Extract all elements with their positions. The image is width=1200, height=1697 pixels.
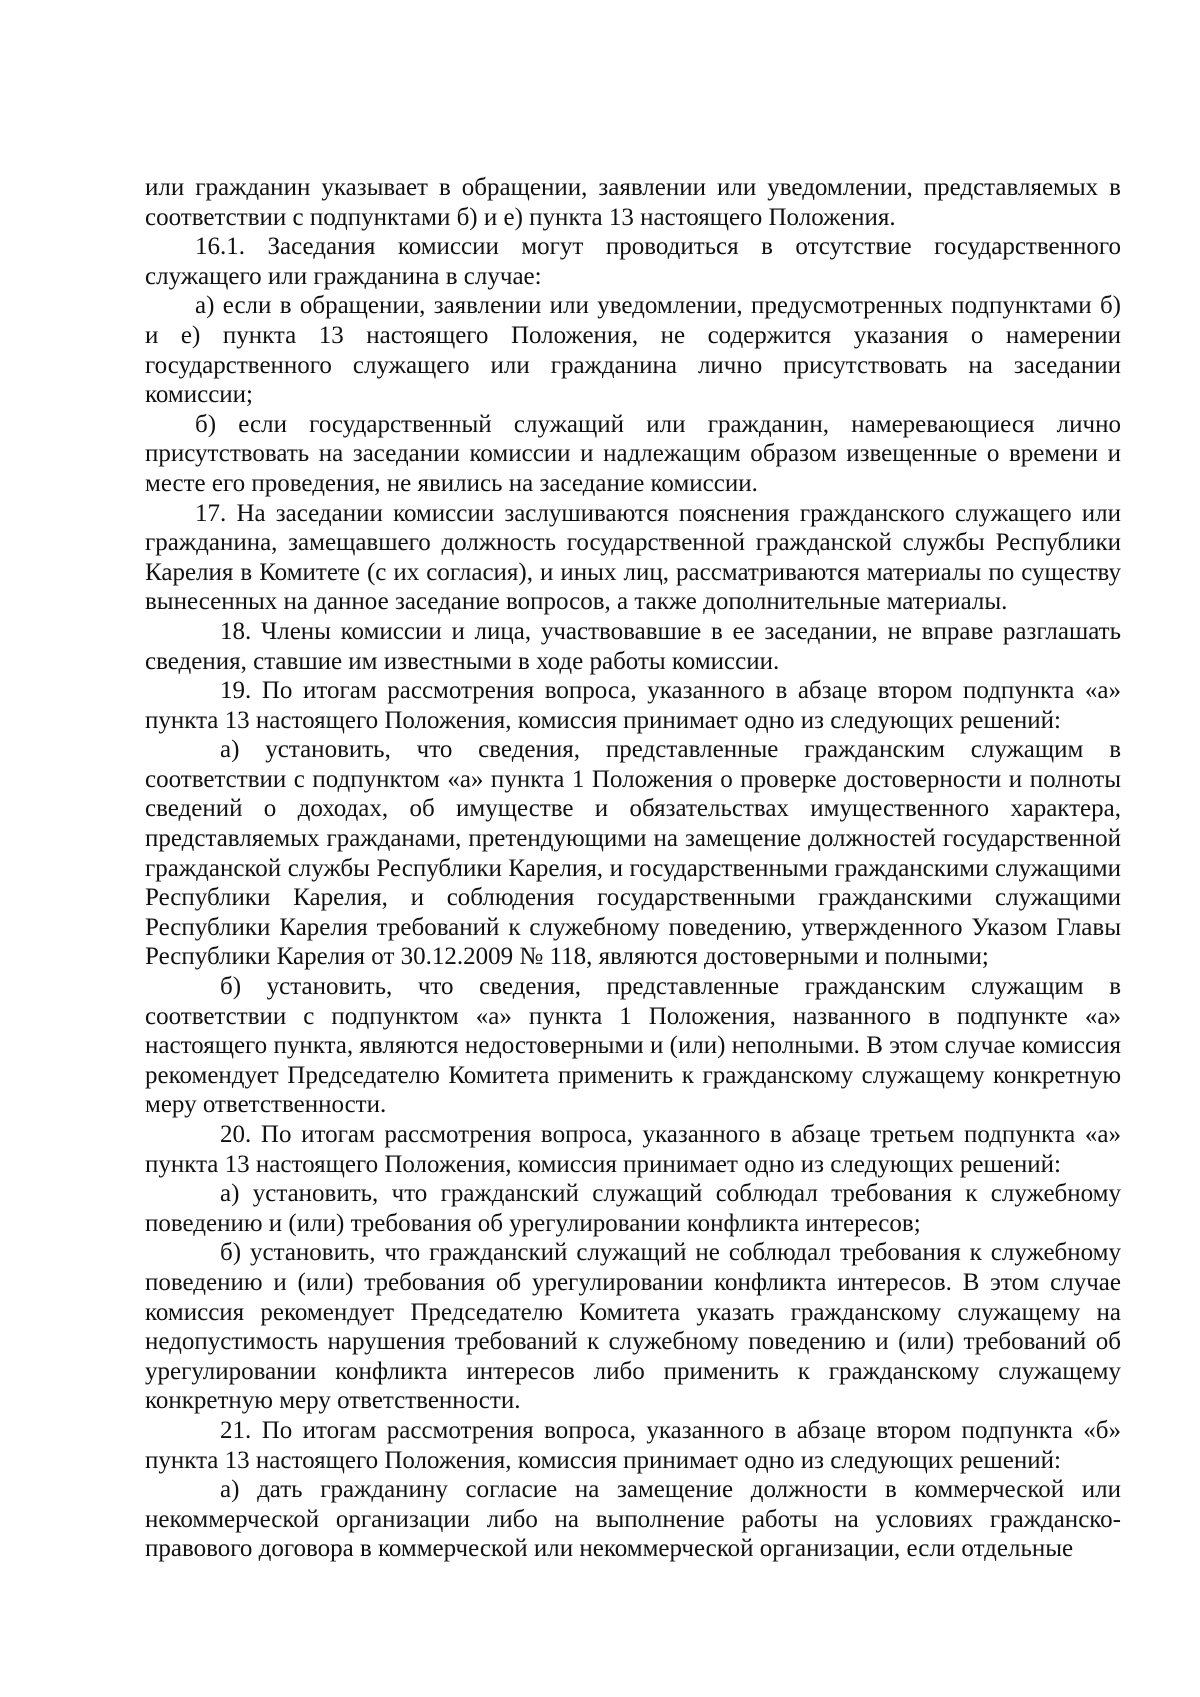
paragraph-21-a: а) дать гражданину согласие на замещение должности в коммерческой или некоммерческой организации либо на выполнение работы на условиях гражданско-правового договора в коммерческой или некоммерческой организации, если отдельные <box>145 1476 1121 1563</box>
paragraph-20-b: б) установить, что гражданский служащий не соблюдал требования к служебному поведению и (или) требования об урегулировании конфликта интересов. В этом случае комиссия рекомендует Председателю Комитета указать гражданскому служащему на недопустимость нарушения требований к служебному поведению и (или) требований об урегулировании конфликта интересов либо применить к гражданскому служащему конкретную меру ответственности. <box>145 1239 1121 1415</box>
document-body <box>145 173 1121 1564</box>
paragraph-19-a: а) установить, что сведения, представленные гражданским служащим в соответствии с подпунктом «а» пункта 1 Положения о проверке достоверности и полноты сведений о доходах, об имуществе и обязательствах имущественного характера, представляемых гражданами, претендующими на замещение должностей государственной гражданской службы Республики Карелия, и государственными гражданскими служащими Республики Карелия, и соблюдения государственными гражданскими служащими Республики Карелия требований к служебному поведению, утвержденного Указом Главы Республики Карелия от 30.12.2009 № 118, являются достоверными и полными; <box>145 736 1121 971</box>
paragraph-20-a: а) установить, что гражданский служащий соблюдал требования к служебному поведению и (или) требования об урегулировании конфликта интересов; <box>145 1180 1121 1237</box>
paragraph-16-1-a: а) если в обращении, заявлении или уведомлении, предусмотренных подпунктами б) и е) пункта 13 настоящего Положения, не содержится указания о намерении государственного служащего или гражданина лично присутствовать на заседании комиссии; <box>145 292 1121 409</box>
paragraph-19: 19. По итогам рассмотрения вопроса, указанного в абзаце втором подпункта «а» пункта 13 настоящего Положения, комиссия принимает одно из следующих решений: <box>145 677 1121 734</box>
paragraph-18: 18. Члены комиссии и лица, участвовавшие в ее заседании, не вправе разглашать сведения, ставшие им известными в ходе работы комиссии. <box>145 617 1121 675</box>
paragraph-16-1: 16.1. Заседания комиссии могут проводиться в отсутствие государственного служащего или гражданина в случае: <box>145 233 1121 290</box>
paragraph-16-1-b: б) если государственный служащий или гражданин, намеревающиеся лично присутствовать на заседании комиссии и надлежащим образом извещенные о времени и месте его проведения, не явились на заседание комиссии. <box>145 410 1121 497</box>
paragraph-continuation: или гражданин указывает в обращении, заявлении или уведомлении, представляемых в соответствии с подпунктами б) и е) пункта 13 настоящего Положения. <box>145 174 1121 231</box>
paragraph-21: 21. По итогам рассмотрения вопроса, указанного в абзаце втором подпункта «б» пункта 13 настоящего Положения, комиссия принимает одно из следующих решений: <box>145 1416 1121 1474</box>
paragraph-19-b: б) установить, что сведения, представленные гражданским служащим в соответствии с подпунктом «а» пункта 1 Положения, названного в подпункте «а» настоящего пункта, являются недостоверными и (или) неполными. В этом случае комиссия рекомендует Председателю Комитета применить к гражданскому служащему конкретную меру ответственности. <box>145 973 1121 1119</box>
paragraph-20: 20. По итогам рассмотрения вопроса, указанного в абзаце третьем подпункта «а» пункта 13 настоящего Положения, комиссия принимает одно из следующих решений: <box>145 1121 1121 1178</box>
paragraph-17: 17. На заседании комиссии заслушиваются пояснения гражданского служащего или гражданина, замещавшего должность государственной гражданской службы Республики Карелия в Комитете (с их согласия), и иных лиц, рассматриваются материалы по существу вынесенных на данное заседание вопросов, а также дополнительные материалы. <box>145 499 1121 616</box>
